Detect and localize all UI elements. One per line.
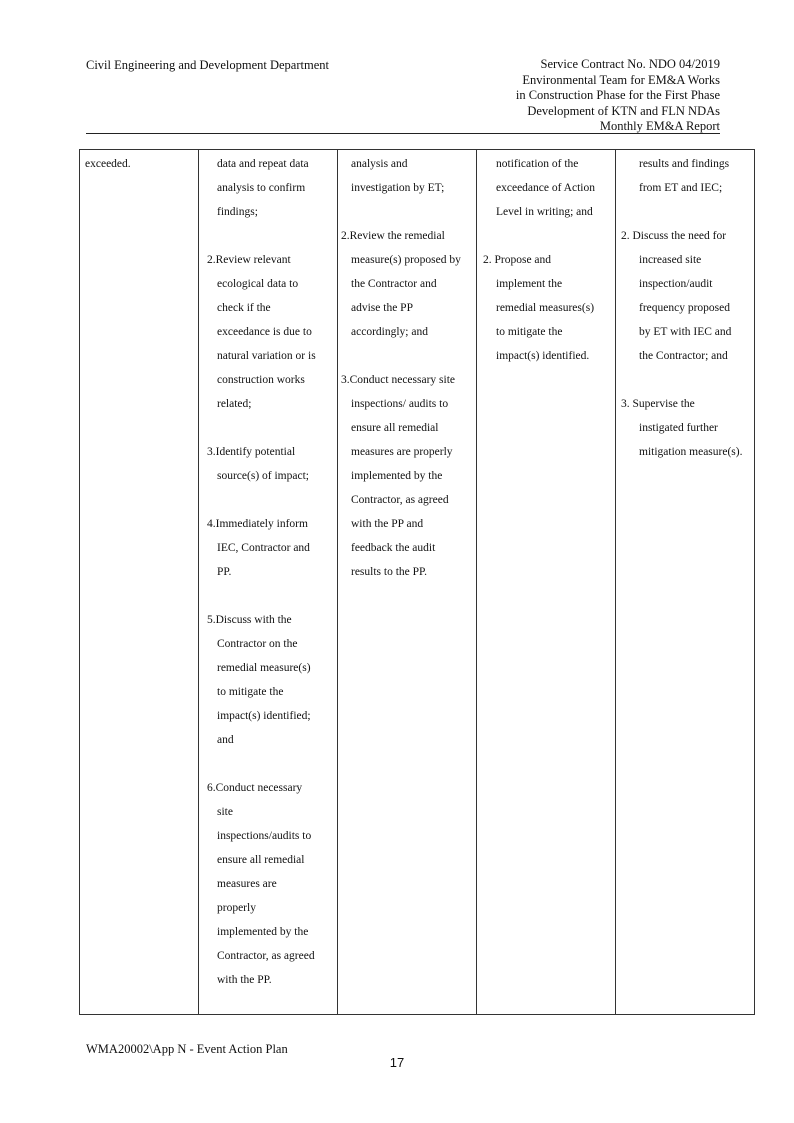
cell-text-line: measures are properly <box>351 446 453 458</box>
cell-text-line <box>477 224 615 248</box>
cell-text-line <box>199 584 337 608</box>
cell-text-line: instigated further <box>639 422 718 434</box>
cell-lines <box>80 150 198 176</box>
cell-lines <box>338 150 476 584</box>
cell-text-line: impact(s) identified; <box>217 710 311 722</box>
cell-text-line <box>199 488 337 512</box>
cell-text-line: remedial measure(s) <box>217 662 311 674</box>
cell-text-line: exceeded. <box>85 158 131 170</box>
cell-text-line: notification of the <box>496 158 579 170</box>
cell-text-line: related; <box>217 398 252 410</box>
cell-text-line: and <box>217 734 234 746</box>
cell-lines <box>616 150 754 464</box>
cell-text-line <box>199 416 337 440</box>
cell-text-line: with the PP. <box>217 974 272 986</box>
cell-text-line <box>616 200 754 224</box>
table-cell-contractor <box>477 150 616 1015</box>
header-rule <box>86 133 720 134</box>
table-row <box>80 150 755 1015</box>
header-contract-line: Environmental Team for EM&A Works <box>522 72 720 87</box>
cell-text-line: 3. Supervise the <box>621 398 695 410</box>
cell-text-line: the Contractor and <box>351 278 437 290</box>
page-number: 17 <box>389 1055 405 1070</box>
cell-text-line: 3.Identify potential <box>207 446 296 458</box>
header-contract-line: Service Contract No. NDO 04/2019 <box>540 57 720 71</box>
cell-text-line: from ET and IEC; <box>639 182 723 194</box>
cell-text-line: analysis to confirm <box>217 182 306 194</box>
cell-text-line: site <box>217 806 233 818</box>
cell-text-line <box>338 344 476 368</box>
cell-text-line: IEC, Contractor and <box>217 542 310 554</box>
table-cell-iec <box>338 150 477 1015</box>
table-cell-et-leader <box>199 150 338 1015</box>
cell-text-line: analysis and <box>351 158 408 170</box>
cell-text-line: exceedance is due to <box>217 326 312 338</box>
cell-text-line: findings; <box>217 206 258 218</box>
cell-text-line: results to the PP. <box>351 566 428 578</box>
cell-text-line: 6.Conduct necessary <box>207 782 303 794</box>
cell-text-line: check if the <box>217 302 271 314</box>
footer-document-ref: WMA20002\App N - Event Action Plan <box>86 1042 288 1056</box>
cell-text-line <box>199 224 337 248</box>
cell-text-line: inspections/ audits to <box>351 398 449 410</box>
cell-text-line: to mitigate the <box>217 686 284 698</box>
header-contract-block <box>390 57 720 135</box>
cell-text-line: with the PP and <box>351 518 424 530</box>
header-contract-line: Monthly EM&A Report <box>599 119 720 134</box>
cell-lines <box>477 150 615 368</box>
cell-text-line: remedial measures(s) <box>496 302 595 314</box>
cell-text-line: 2.Review relevant <box>207 254 291 266</box>
cell-text-line: construction works <box>217 374 305 386</box>
cell-text-line: accordingly; and <box>351 326 428 338</box>
cell-text-line: implement the <box>496 278 563 290</box>
cell-text-line: Contractor, as agreed <box>351 494 449 506</box>
cell-text-line: mitigation measure(s). <box>639 446 743 458</box>
cell-text-line: the Contractor; and <box>639 350 728 362</box>
cell-text-line: investigation by ET; <box>351 182 445 194</box>
cell-text-line: advise the PP <box>351 302 413 314</box>
cell-text-line: 4.Immediately inform <box>207 518 308 530</box>
cell-text-line: PP. <box>217 566 232 578</box>
cell-text-line: Level in writing; and <box>496 206 593 218</box>
cell-text-line: natural variation or is <box>217 350 316 362</box>
event-action-plan-table <box>79 149 755 1015</box>
cell-text-line <box>338 200 476 224</box>
cell-text-line: feedback the audit <box>351 542 436 554</box>
cell-text-line: Contractor, as agreed <box>217 950 315 962</box>
header-contract-line: in Construction Phase for the First Phase <box>515 88 720 103</box>
cell-text-line: data and repeat data <box>217 158 309 170</box>
cell-text-line: ecological data to <box>217 278 299 290</box>
cell-text-line: 3.Conduct necessary site <box>341 374 456 386</box>
cell-lines <box>199 150 337 992</box>
cell-text-line: 5.Discuss with the <box>207 614 292 626</box>
table-cell-pp <box>616 150 755 1015</box>
cell-text-line: by ET with IEC and <box>639 326 732 338</box>
table-cell-event <box>80 150 199 1015</box>
cell-text-line: properly <box>217 902 256 914</box>
cell-text-line: 2. Propose and <box>483 254 552 266</box>
cell-text-line: implemented by the <box>217 926 309 938</box>
cell-text-line: impact(s) identified. <box>496 350 590 362</box>
cell-text-line: frequency proposed <box>639 302 731 314</box>
cell-text-line <box>199 752 337 776</box>
cell-text-line: 2. Discuss the need for <box>621 230 727 242</box>
cell-text-line: measure(s) proposed by <box>351 254 461 266</box>
cell-text-line: increased site <box>639 254 702 266</box>
cell-text-line: to mitigate the <box>496 326 563 338</box>
cell-text-line: exceedance of Action <box>496 182 595 194</box>
cell-text-line: implemented by the <box>351 470 443 482</box>
cell-text-line: ensure all remedial <box>351 422 439 434</box>
header-department: Civil Engineering and Development Department <box>86 58 329 72</box>
cell-text-line: source(s) of impact; <box>217 470 309 482</box>
cell-text-line: 2.Review the remedial <box>341 230 445 242</box>
cell-text-line: measures are <box>217 878 277 890</box>
cell-text-line: Contractor on the <box>217 638 298 650</box>
cell-text-line: inspection/audit <box>639 278 713 290</box>
cell-text-line: ensure all remedial <box>217 854 305 866</box>
header-contract-line: Development of KTN and FLN NDAs <box>527 103 720 118</box>
cell-text-line: results and findings <box>639 158 730 170</box>
cell-text-line: inspections/audits to <box>217 830 312 842</box>
cell-text-line <box>616 368 754 392</box>
